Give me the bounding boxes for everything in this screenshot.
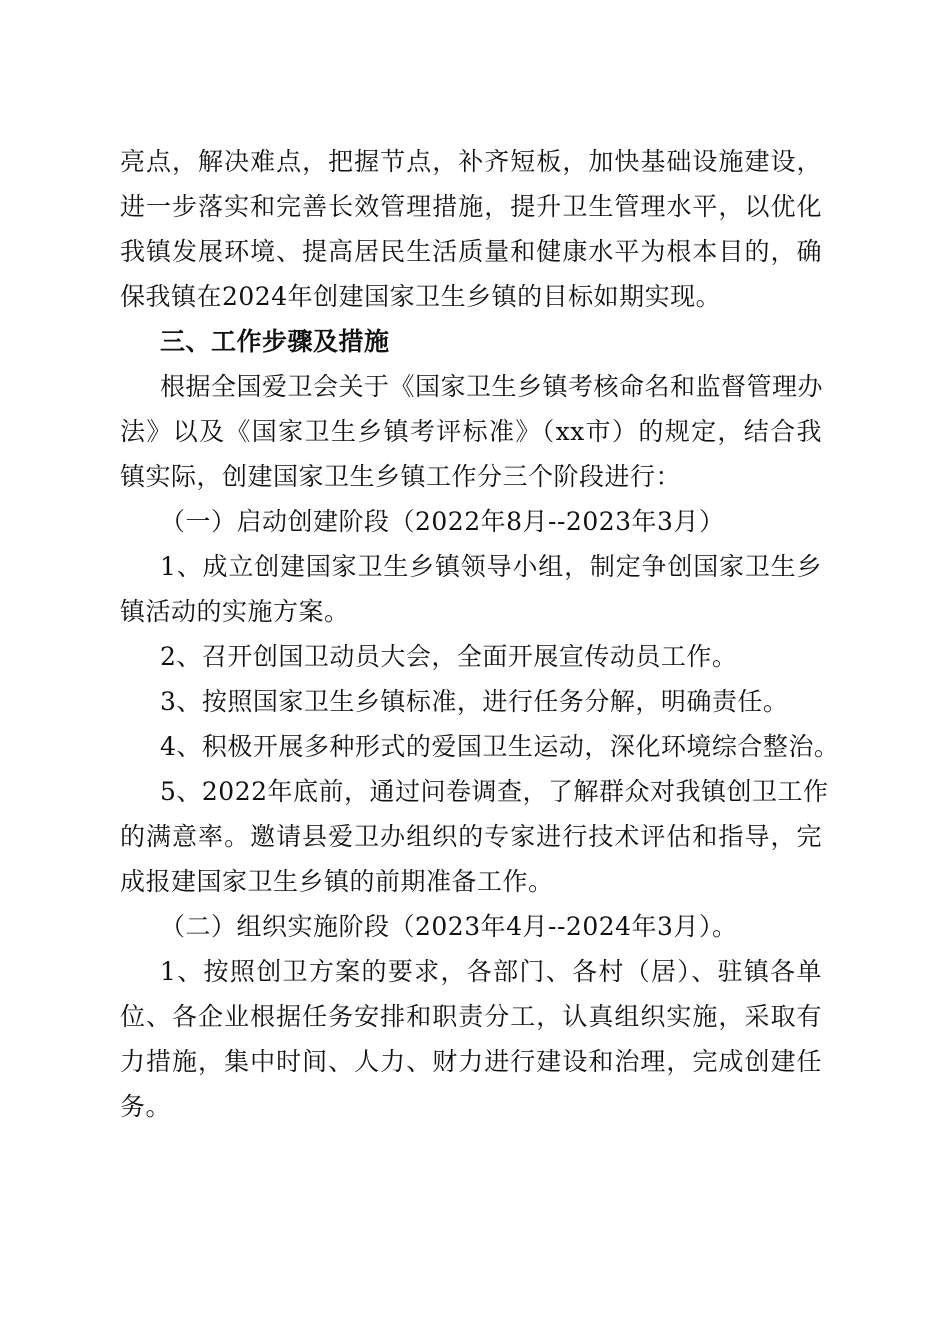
- list-item-continuation: 位、各企业根据任务安排和职责分工，认真组织实施，采取有: [120, 1002, 822, 1031]
- text-line: 进一步落实和完善长效管理措施，提升卫生管理水平，以优化: [120, 192, 822, 221]
- list-item: 1、成立创建国家卫生乡镇领导小组，制定争创国家卫生乡: [160, 552, 822, 581]
- stage-1-heading: （一）启动创建阶段（2022年8月--2023年3月）: [160, 507, 725, 536]
- list-item-continuation: 的满意率。邀请县爱卫办组织的专家进行技术评估和指导，完: [120, 822, 822, 851]
- text-line: 法》以及《国家卫生乡镇考评标准》（xx市）的规定，结合我: [120, 417, 822, 446]
- list-item: 2、召开创国卫动员大会，全面开展宣传动员工作。: [160, 642, 738, 671]
- list-item: 3、按照国家卫生乡镇标准，进行任务分解，明确责任。: [160, 687, 789, 716]
- list-item: 1、按照创卫方案的要求，各部门、各村（居）、驻镇各单: [160, 957, 822, 986]
- section-heading-steps: 三、工作步骤及措施: [160, 327, 390, 356]
- stage-1-list: [120, 544, 840, 904]
- paragraph-goal: [120, 139, 822, 319]
- list-item: 5、2022年底前，通过问卷调查，了解群众对我镇创卫工作: [160, 777, 829, 806]
- list-item-continuation: 力措施，集中时间、人力、财力进行建设和治理，完成创建任: [120, 1047, 822, 1076]
- document-body: [120, 139, 840, 1129]
- list-item-continuation: 务。: [120, 1092, 172, 1121]
- paragraph-basis: [120, 364, 822, 499]
- text-line: 保我镇在2024年创建国家卫生乡镇的目标如期实现。: [120, 282, 722, 311]
- list-item-continuation: 成报建国家卫生乡镇的前期准备工作。: [120, 867, 554, 896]
- list-item-continuation: 镇活动的实施方案。: [120, 597, 350, 626]
- list-item: 4、积极开展多种形式的爱国卫生运动，深化环境综合整治。: [160, 732, 840, 761]
- text-line: 我镇发展环境、提高居民生活质量和健康水平为根本目的，确: [120, 237, 822, 266]
- stage-2-list: [120, 949, 822, 1129]
- stage-2-heading: （二）组织实施阶段（2023年4月--2024年3月）。: [160, 912, 738, 941]
- text-line: 根据全国爱卫会关于《国家卫生乡镇考核命名和监督管理办: [160, 372, 824, 401]
- text-line: 镇实际，创建国家卫生乡镇工作分三个阶段进行：: [120, 462, 682, 491]
- text-line: 亮点，解决难点，把握节点，补齐短板，加快基础设施建设，: [120, 147, 822, 176]
